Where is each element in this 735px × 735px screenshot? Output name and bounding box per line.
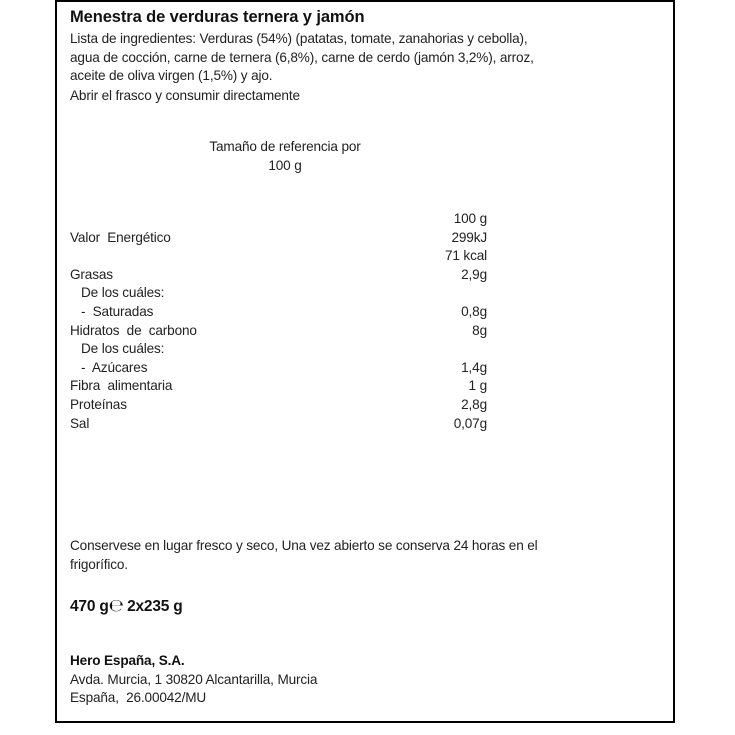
label-header-section: [70, 2, 663, 105]
net-weight-portions: 2x235 g: [127, 598, 183, 615]
table-row: [70, 284, 495, 303]
reference-size-label: Tamaño de referencia por: [209, 139, 361, 154]
storage-line: frigorífico.: [70, 556, 128, 572]
nutrient-label: Sal: [70, 415, 90, 431]
nutrient-value: 71 kcal: [444, 248, 487, 264]
net-weight: [70, 596, 183, 616]
table-row: [70, 415, 495, 434]
nutrient-value: 1 g: [468, 378, 487, 394]
table-row: [70, 396, 495, 415]
ingredients-line: aceite de oliva virgen (1,5%) y ajo.: [70, 68, 273, 83]
ingredients-line: agua de cocción, carne de ternera (6,8%), carne de cerdo (jamón 3,2%), arroz,: [70, 49, 534, 65]
nutrition-table-body: [70, 210, 495, 433]
table-row: [70, 210, 495, 229]
nutrient-label: [70, 247, 375, 266]
storage-instructions: [70, 537, 660, 574]
nutrient-value: 2,8g: [461, 396, 487, 412]
nutrient-value: 100 g: [453, 211, 487, 226]
manufacturer-info: [70, 652, 630, 708]
ingredients-line: Lista de ingredientes: Verduras (54%) (patatas, tomate, zanahorias y cebolla),: [70, 31, 528, 46]
table-row: [70, 303, 495, 322]
ingredients-list: [70, 30, 663, 86]
manufacturer-name: Hero España, S.A.: [70, 653, 185, 668]
table-row: [70, 340, 495, 359]
table-row: [70, 377, 495, 396]
nutrient-value: [375, 284, 495, 303]
estimated-sign-icon: ℮: [108, 596, 124, 616]
nutrient-label: - Azúcares: [81, 359, 148, 375]
manufacturer-address-line: Avda. Murcia, 1 30820 Alcantarilla, Murcia: [70, 671, 318, 687]
table-row: [70, 359, 495, 378]
page-title: Menestra de verduras ternera y jamón: [70, 8, 365, 26]
nutrient-value: 1,4g: [461, 359, 487, 375]
nutrient-label: Valor Energético: [70, 229, 171, 245]
nutrient-value: 299kJ: [451, 229, 487, 245]
nutrient-label: Fibra alimentaria: [70, 378, 173, 394]
nutrient-value: [375, 340, 495, 359]
nutrient-label: Grasas: [70, 266, 113, 282]
nutrient-label: De los cuáles:: [81, 285, 165, 301]
manufacturer-address-line: España, 26.00042/MU: [70, 690, 207, 705]
nutrient-label: Hidratos de carbono: [70, 322, 197, 338]
nutrient-label: [70, 210, 375, 229]
storage-line: Conservese en lugar fresco y seco, Una vez abierto se conserva 24 horas en el: [70, 538, 538, 553]
table-row: [70, 266, 495, 285]
table-row: [70, 229, 495, 248]
nutrition-label-panel: [55, 0, 675, 723]
usage-instructions: Abrir el frasco y consumir directamente: [70, 87, 300, 103]
nutrient-value: 0,07g: [453, 415, 487, 431]
net-weight-total: 470 g: [70, 598, 109, 615]
nutrient-label: - Saturadas: [81, 303, 154, 319]
nutrient-label: Proteínas: [70, 396, 127, 412]
nutrient-value: 2,9g: [461, 266, 487, 282]
nutrient-value: 8g: [472, 322, 487, 338]
table-row: [70, 247, 495, 266]
reference-size-header: [70, 137, 500, 175]
reference-size-value: 100 g: [268, 158, 302, 173]
nutrient-value: 0,8g: [461, 303, 487, 319]
table-row: [70, 322, 495, 341]
nutrient-label: De los cuáles:: [81, 341, 165, 357]
nutrition-facts-table: [70, 210, 495, 433]
